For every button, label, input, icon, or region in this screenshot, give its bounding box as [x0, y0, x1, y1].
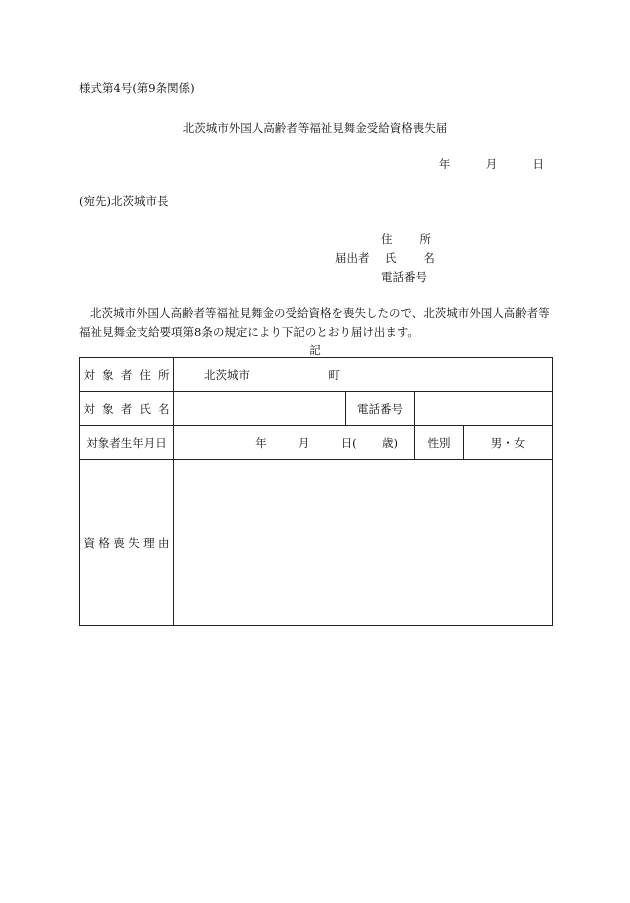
applicant-name-row [335, 250, 435, 266]
address-label-cell [80, 358, 174, 392]
birth-day: 日( [340, 435, 357, 450]
phone-label: 電話番号 [357, 401, 403, 416]
birth-label-cell [80, 426, 174, 460]
address-city: 北茨城市 [204, 367, 250, 382]
reason-label-cell [80, 460, 174, 626]
date-day: 日 [532, 157, 544, 171]
form-table [79, 357, 553, 626]
gender-label: 性別 [427, 435, 451, 450]
date-year: 年 [438, 157, 451, 171]
form-number: 様式第4号(第9条関係) [79, 81, 195, 95]
name-field[interactable] [174, 392, 346, 426]
row-address [80, 358, 553, 392]
row-reason [80, 460, 553, 626]
gender-field[interactable] [464, 426, 553, 460]
date-line [439, 156, 544, 172]
applicant-name-label: 氏 名 [384, 251, 435, 265]
applicant-address-row [381, 231, 431, 247]
declaration-text: 北茨城市外国人高齢者等福祉見舞金の受給資格を喪失したので、北茨城市外国人高齢者等福祉見舞金支給要項第8条の規定により下記のとおり届け出ます。 [79, 306, 550, 339]
address-label: 対象者住所 [83, 367, 170, 382]
applicant-phone-row [381, 269, 427, 285]
birth-age: 歳) [382, 435, 398, 450]
applicant-address-label: 住 所 [381, 232, 431, 246]
phone-field[interactable] [415, 392, 553, 426]
date-month: 月 [485, 157, 498, 171]
name-label-cell [80, 392, 174, 426]
reason-field[interactable] [174, 460, 553, 626]
row-birthdate [80, 426, 553, 460]
gender-label-cell [415, 426, 464, 460]
address-field[interactable] [174, 358, 553, 392]
ki-heading: 記 [309, 343, 321, 357]
document-title: 北茨城市外国人高齢者等福祉見舞金受給資格喪失届 [182, 121, 448, 135]
applicant-group-label: 届出者 [335, 251, 370, 265]
gender-options: 男・女 [490, 435, 526, 450]
name-label: 対象者氏名 [83, 401, 170, 416]
reason-label: 資格喪失理由 [83, 535, 170, 550]
addressee: (宛先)北茨城市長 [79, 194, 169, 208]
birth-month: 月 [297, 435, 310, 450]
birth-label: 対象者生年月日 [86, 435, 167, 450]
phone-label-cell [346, 392, 415, 426]
birth-field[interactable] [174, 426, 415, 460]
birth-year: 年 [255, 435, 267, 450]
address-town: 町 [328, 367, 340, 382]
applicant-phone-label: 電話番号 [381, 270, 427, 284]
row-name [80, 392, 553, 426]
